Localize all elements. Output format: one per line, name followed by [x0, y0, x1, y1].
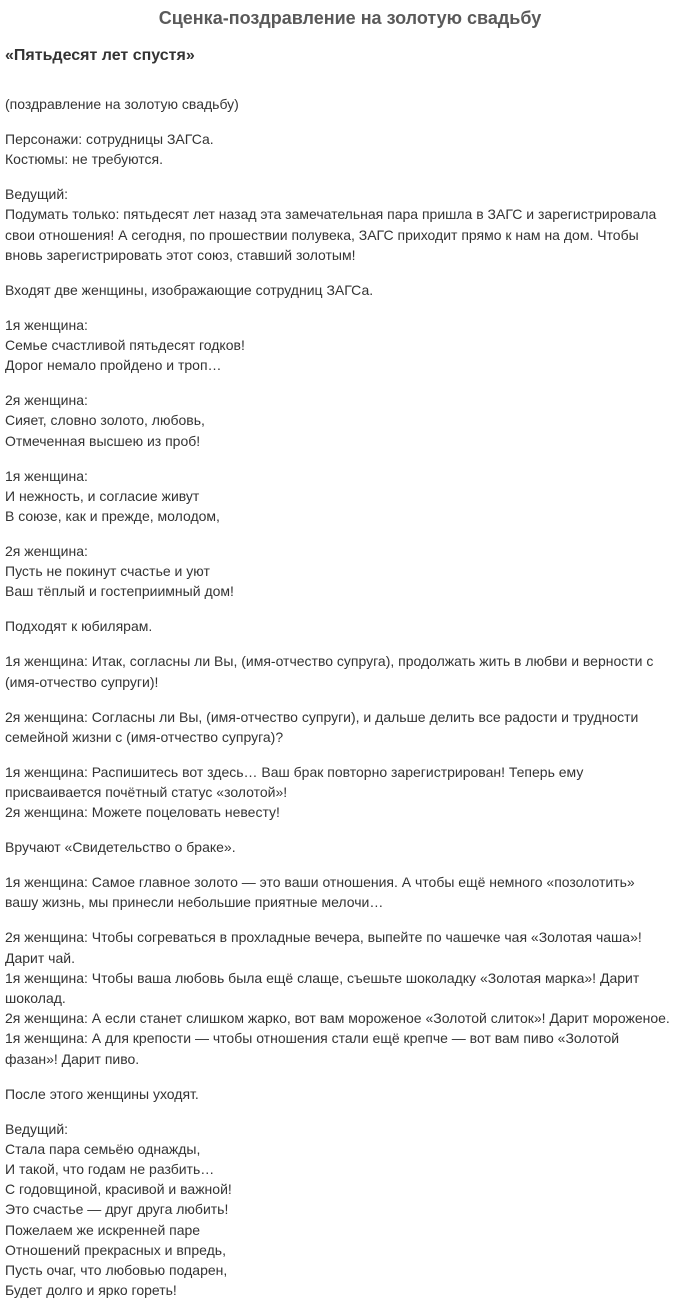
text-paragraph: [5, 280, 697, 300]
text-line: шоколад.: [5, 990, 66, 1007]
text-line: фазан»! Дарит пиво.: [5, 1050, 140, 1067]
text-paragraph: [5, 390, 697, 451]
text-line: Дарит чай.: [5, 949, 75, 966]
text-paragraph: [5, 872, 697, 912]
text-line: С годовщиной, красивой и важной!: [5, 1181, 232, 1198]
text-paragraph: [5, 94, 697, 114]
text-line: вашу жизнь, мы принесли небольшие приятные мелочи…: [5, 894, 384, 911]
text-line: И такой, что годам не разбить…: [5, 1161, 215, 1178]
text-line: Семье счастливой пятьдесят годков!: [5, 337, 245, 354]
text-paragraph: [5, 616, 697, 636]
text-line: В союзе, как и прежде, молодом,: [5, 508, 220, 525]
text-paragraph: [5, 837, 697, 857]
text-line: семейной жизни с (имя-отчество супруга)?: [5, 728, 284, 745]
text-line: Костюмы: не требуются.: [5, 151, 164, 168]
text-line: Персонажи: сотрудницы ЗАГСа.: [5, 131, 214, 147]
text-line: 1я женщина: Чтобы ваша любовь была ещё слаще, съешьте шоколадку «Золотая марка»! Дарит: [5, 969, 640, 986]
text-line: Пусть не покинут счастье и уют: [5, 563, 210, 580]
text-line: 2я женщина: Согласны ли Вы, (имя-отчество супруги), и дальше делить все радости и трудности: [5, 708, 639, 725]
text-line: 1я женщина: Итак, согласны ли Вы, (имя-отчество супруга), продолжать жить в любви и верности с: [5, 653, 654, 670]
text-line: 2я женщина:: [5, 392, 88, 409]
text-line: Сияет, словно золото, любовь,: [5, 412, 205, 429]
text-paragraph: [5, 927, 697, 1068]
text-paragraph: [5, 651, 697, 691]
text-line: После этого женщины уходят.: [5, 1085, 199, 1102]
text-line: 2я женщина:: [5, 543, 88, 560]
text-line: присваивается почётный статус «золотой»!: [5, 784, 288, 801]
article-subtitle: «Пятьдесят лет спустя»: [5, 47, 195, 64]
paragraph-list: [5, 94, 697, 1301]
text-paragraph: [5, 707, 697, 747]
text-paragraph: [5, 541, 697, 602]
text-paragraph: [5, 1119, 697, 1301]
text-line: Ведущий:: [5, 186, 69, 203]
text-line: Входят две женщины, изображающие сотрудниц ЗАГСа.: [5, 281, 374, 298]
text-line: Отмеченная высшею из проб!: [5, 432, 201, 449]
text-line: (имя-отчество супруги)!: [5, 673, 159, 690]
text-line: вновь зарегистрировать этот союз, ставший золотым!: [5, 246, 356, 263]
text-line: 1я женщина: А для крепости — чтобы отношения стали ещё крепче — вот вам пиво «Золотой: [5, 1030, 620, 1047]
text-line: Отношений прекрасных и впредь,: [5, 1241, 226, 1258]
text-line: Стала пара семьёю однажды,: [5, 1140, 201, 1157]
text-line: Пожелаем же искренней паре: [5, 1221, 201, 1238]
text-paragraph: [5, 762, 697, 823]
text-line: Будет долго и ярко гореть!: [5, 1282, 177, 1299]
text-paragraph: [5, 184, 697, 265]
text-line: Ведущий:: [5, 1120, 69, 1137]
text-line: Ваш тёплый и гостеприимный дом!: [5, 583, 234, 600]
text-paragraph: [5, 129, 697, 169]
text-paragraph: [5, 315, 697, 376]
text-line: 1я женщина:: [5, 316, 88, 333]
text-line: Это счастье — друг друга любить!: [5, 1201, 229, 1218]
text-line: 2я женщина: А если станет слишком жарко, вот вам мороженое «Золотой слиток»! Дарит мороженое.: [5, 1010, 670, 1027]
text-line: 2я женщина: Чтобы согреваться в прохладные вечера, выпейте по чашечке чая «Золотая чаша»!: [5, 929, 642, 946]
article-body: [5, 45, 697, 1315]
text-line: И нежность, и согласие живут: [5, 487, 200, 504]
text-line: 1я женщина:: [5, 467, 88, 484]
text-line: Дорог немало пройдено и троп…: [5, 357, 222, 374]
page-title: Сценка-поздравление на золотую свадьбу: [158, 8, 542, 28]
text-line: 2я женщина: Можете поцеловать невесту!: [5, 804, 280, 821]
text-paragraph: [5, 466, 697, 527]
text-line: Подумать только: пятьдесят лет назад эта замечательная пара пришла в ЗАГС и зарегистрировала: [5, 206, 657, 223]
text-line: Вручают «Свидетельство о браке».: [5, 839, 236, 856]
text-line: Пусть очаг, что любовью подарен,: [5, 1262, 228, 1279]
text-line: Подходят к юбилярам.: [5, 618, 153, 635]
text-line: (поздравление на золотую свадьбу): [5, 96, 239, 112]
text-paragraph: [5, 1084, 697, 1104]
text-line: свои отношения! А сегодня, по прошествии полувека, ЗАГС приходит прямо к нам на дом. Чтобы: [5, 226, 639, 243]
text-line: 1я женщина: Самое главное золото — это ваши отношения. А чтобы ещё немного «позолотить»: [5, 874, 635, 891]
text-line: 1я женщина: Распишитесь вот здесь… Ваш брак повторно зарегистрирован! Теперь ему: [5, 763, 584, 780]
